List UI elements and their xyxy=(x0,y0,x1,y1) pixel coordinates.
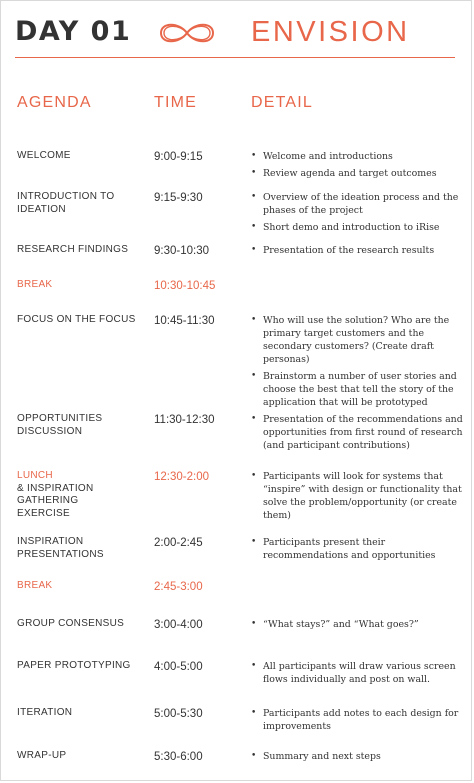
agenda-details xyxy=(251,618,463,635)
agenda-time: 3:00-4:00 xyxy=(154,619,203,631)
agenda-details xyxy=(251,150,463,184)
agenda-details xyxy=(251,470,463,526)
agenda-time: 5:30-6:00 xyxy=(154,751,203,763)
header xyxy=(15,15,455,59)
agenda-details xyxy=(251,750,463,767)
agenda-activity: ITERATION xyxy=(17,707,73,718)
header-divider xyxy=(15,57,455,58)
agenda-activity-highlight: LUNCH xyxy=(17,470,53,481)
detail-item: • Review agenda and target outcomes xyxy=(251,167,463,180)
agenda-time: 9:30-10:30 xyxy=(154,245,209,257)
agenda-activity: BREAK xyxy=(17,580,53,591)
agenda-details xyxy=(251,413,463,456)
agenda-activity: FOCUS ON THE FOCUS xyxy=(17,314,136,325)
detail-item: • “What stays?” and “What goes?” xyxy=(251,618,463,631)
agenda-details xyxy=(251,191,463,238)
agenda-details xyxy=(251,314,463,413)
detail-item: • Presentation of the research results xyxy=(251,244,463,257)
column-header-detail: DETAIL xyxy=(251,94,314,111)
agenda-details xyxy=(251,707,463,737)
agenda-activity: GROUP CONSENSUS xyxy=(17,618,125,629)
agenda-time: 4:00-5:00 xyxy=(154,661,203,673)
agenda-activity: WRAP-UP xyxy=(17,750,67,761)
column-headers xyxy=(1,94,474,114)
agenda-time: 10:45-11:30 xyxy=(154,315,215,327)
detail-item: • Brainstorm a number of user stories and choose the best that tell the story of the application that will be prototyped xyxy=(251,370,463,409)
agenda-time: 2:45-3:00 xyxy=(154,581,203,593)
agenda-time: 12:30-2:00 xyxy=(154,471,209,483)
agenda-activity: PAPER PROTOTYPING xyxy=(17,660,131,671)
agenda-activity: OPPORTUNITIES DISCUSSION xyxy=(17,413,103,437)
detail-item: • Participants will look for systems that “inspire” with design or functionality that solve the problem/opportunity (or create them) xyxy=(251,470,463,522)
column-header-agenda: AGENDA xyxy=(17,94,92,111)
agenda-time: 9:15-9:30 xyxy=(154,192,203,204)
detail-item: • Participants add notes to each design for improvements xyxy=(251,707,463,733)
agenda-time: 2:00-2:45 xyxy=(154,537,203,549)
agenda-time: 9:00-9:15 xyxy=(154,151,203,163)
agenda-time: 11:30-12:30 xyxy=(154,414,215,426)
detail-item: • Participants present their recommendations and opportunities xyxy=(251,536,463,562)
detail-item: • Who will use the solution? Who are the primary target customers and the secondary customers? (Create draft personas) xyxy=(251,314,463,366)
agenda-time: 5:00-5:30 xyxy=(154,708,203,720)
detail-item: • Overview of the ideation process and the phases of the project xyxy=(251,191,463,217)
header-word: ENVISION xyxy=(251,16,410,48)
agenda-activity: RESEARCH FINDINGS xyxy=(17,244,129,255)
infinity-icon xyxy=(155,19,219,47)
agenda-details xyxy=(251,536,463,566)
agenda-activity: INTRODUCTION TO IDEATION xyxy=(17,191,115,215)
detail-item: • Presentation of the recommendations and opportunities from first round of research (and participant contributions) xyxy=(251,413,463,452)
detail-item: • Summary and next steps xyxy=(251,750,463,763)
agenda-details xyxy=(251,660,463,690)
agenda-activity: WELCOME xyxy=(17,150,71,161)
day-title: DAY 01 xyxy=(15,16,132,47)
agenda-activity: INSPIRATION PRESENTATIONS xyxy=(17,536,104,560)
agenda-activity: & INSPIRATION GATHERING EXERCISE xyxy=(17,482,94,519)
column-header-time: TIME xyxy=(154,94,198,111)
agenda-time: 10:30-10:45 xyxy=(154,280,216,292)
agenda-activity-group xyxy=(17,470,117,520)
detail-item: • Welcome and introductions xyxy=(251,150,463,163)
agenda-details xyxy=(251,244,463,261)
detail-item: • All participants will draw various screen flows individually and post on wall. xyxy=(251,660,463,686)
detail-item: • Short demo and introduction to iRise xyxy=(251,221,463,234)
agenda-activity: BREAK xyxy=(17,279,53,290)
